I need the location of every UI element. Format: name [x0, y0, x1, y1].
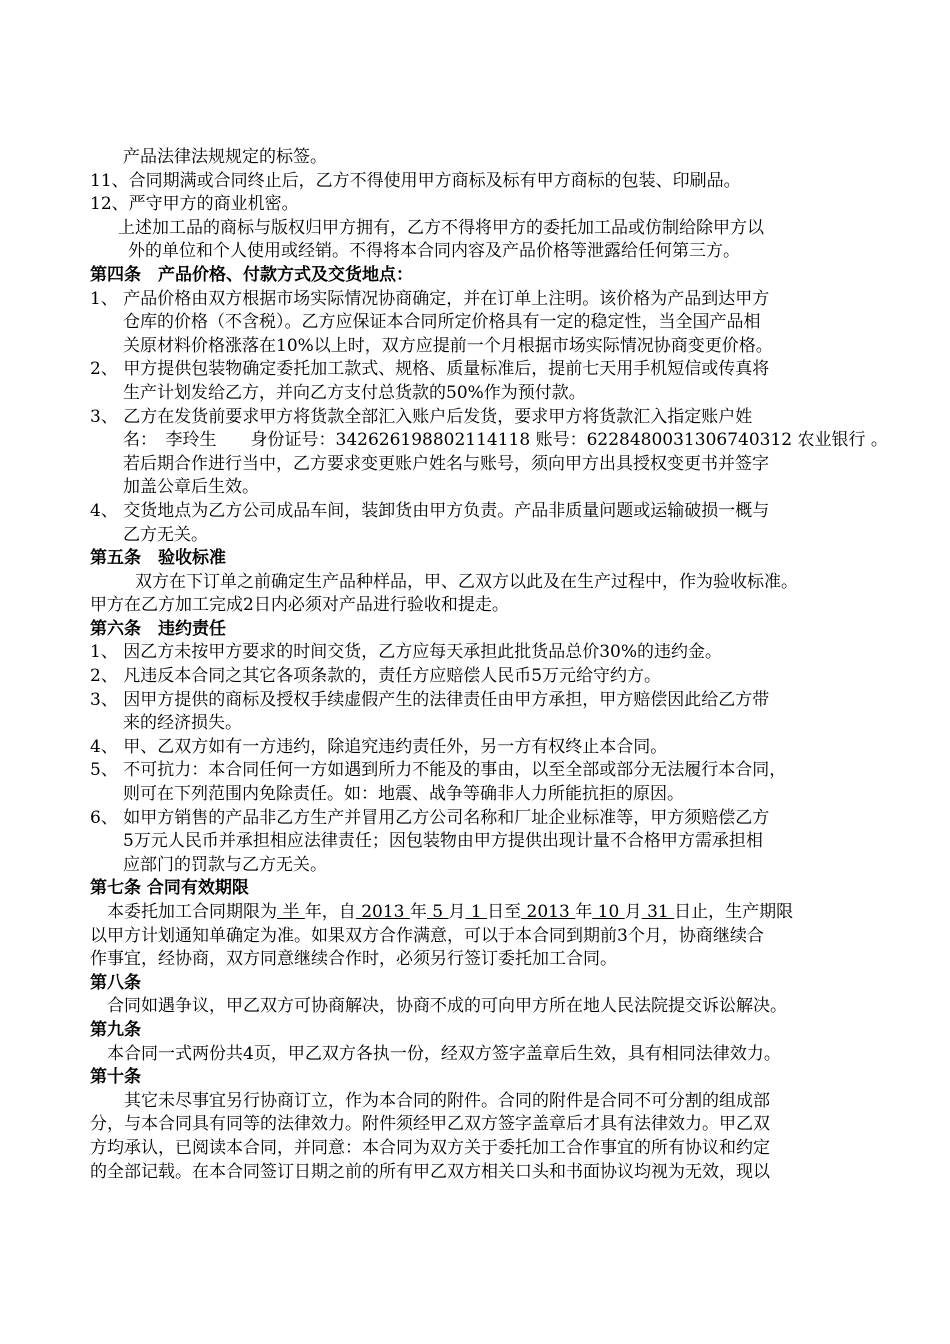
text-line: 加盖公章后生效。 — [123, 477, 259, 498]
text-line: 4、 交货地点为乙方公司成品车间，装卸货由甲方负责。产品非质量问题或运输破损一概与 — [90, 500, 770, 521]
text-line: 本合同一式两份共4页，甲乙双方各执一份，经双方签字盖章后生效，具有相同法律效力。 — [90, 1043, 781, 1064]
text-line: 方均承认，已阅读本合同，并同意：本合同为双方关于委托加工合作事宜的所有协议和约定 — [90, 1137, 770, 1158]
text-line: 2、 凡违反本合同之其它各项条款的，责任方应赔偿人民币5万元给守约方。 — [90, 666, 662, 687]
term-period: 半 — [277, 902, 305, 922]
term-text: 年，自 — [304, 902, 356, 922]
text-line: 2、 甲方提供包装物确定委托加工款式、规格、质量标准后，提前七天用手机短信或传真将 — [90, 359, 770, 380]
text-line: 3、 因甲方提供的商标及授权手续虚假产生的法律责任由甲方承担，甲方赔偿因此给乙方带 — [90, 689, 770, 710]
section-heading: 第四条 产品价格、付款方式及交货地点： — [90, 264, 413, 285]
text-line: 5、 不可抗力：本合同任何一方如遇到所力不能及的事由，以至全部或部分无法履行本合同， — [90, 760, 787, 781]
section-heading: 第八条 — [90, 972, 141, 993]
text-line: 3、 乙方在发货前要求甲方将货款全部汇入账户后发货，要求甲方将货款汇入指定账户姓 — [90, 406, 753, 427]
text-line: 其它未尽事宜另行协商订立，作为本合同的附件。合同的附件是合同不可分割的组成部 — [90, 1090, 770, 1111]
text-line: 4、 甲、乙双方如有一方违约，除追究违约责任外，另一方有权终止本合同。 — [90, 736, 668, 757]
section-heading: 第十条 — [90, 1067, 141, 1088]
section-heading: 第七条 合同有效期限 — [90, 878, 249, 899]
text-line: 作事宜，经协商，双方同意继续合作时，必须另行签订委托加工合同。 — [90, 949, 617, 970]
term-text: 月 — [624, 902, 642, 922]
text-line: 来的经济损失。 — [123, 713, 242, 734]
term-text: 月 — [448, 902, 466, 922]
text-line: 1、 产品价格由双方根据市场实际情况协商确定，并在订单上注明。该价格为产品到达甲方 — [90, 288, 770, 309]
text-line: 12、严守甲方的商业机密。 — [90, 194, 299, 215]
term-end-month: 10 — [592, 902, 625, 922]
text-line: 甲方在乙方加工完成2日内必须对产品进行验收和提走。 — [90, 595, 509, 616]
text-line: 应部门的罚款与乙方无关。 — [123, 854, 327, 875]
text-line: 外的单位和个人使用或经销。不得将本合同内容及产品价格等泄露给任何第三方。 — [128, 241, 740, 262]
text-line: 产品法律法规规定的标签。 — [123, 147, 327, 167]
term-text: 日止，生产期限 — [674, 902, 794, 922]
contract-page — [90, 146, 888, 1184]
text-line: 生产计划发给乙方，并向乙方支付总货款的50%作为预付款。 — [123, 382, 586, 403]
term-start-month: 5 — [426, 902, 449, 922]
term-end-year: 2013 — [521, 902, 576, 922]
term-end-day: 31 — [641, 902, 675, 922]
text-line: 名： 李玲生 身份证号：342626198802114118 账号：6228480031306740312 农业银行 。 — [123, 430, 888, 451]
text-line: 则可在下列范围内免除责任。如：地震、战争等确非人力所能抗拒的原因。 — [123, 784, 684, 805]
text-line: 上述加工品的商标与版权归甲方拥有，乙方不得将甲方的委托加工品或仿制给除甲方以 — [118, 217, 764, 238]
text-line: 若后期合作进行当中，乙方要求变更账户姓名与账号，须向甲方出具授权变更书并签字 — [123, 453, 769, 474]
section-heading: 第五条 验收标准 — [90, 548, 226, 569]
section-heading: 第六条 违约责任 — [90, 618, 226, 639]
text-line: 双方在下订单之前确定生产品种样品，甲、乙双方以此及在生产过程中，作为验收标准。 — [118, 571, 798, 592]
term-text: 本委托加工合同期限为 — [90, 902, 277, 922]
text-line: 以甲方计划通知单确定为准。如果双方合作满意，可以于本合同到期前3个月，协商继续合 — [90, 925, 764, 946]
term-start-year: 2013 — [355, 902, 410, 922]
term-text: 年 — [409, 902, 427, 922]
text-line: 关原材料价格涨落在10%以上时，双方应提前一个月根据市场实际情况协商变更价格。 — [123, 335, 773, 356]
text-line: 仓库的价格（不含税）。乙方应保证本合同所定价格具有一定的稳定性，当全国产品相 — [123, 312, 761, 333]
text-line: 分，与本合同具有同等的法律效力。附件须经甲乙双方签字盖章后才具有法律效力。甲乙双 — [90, 1114, 770, 1135]
contract-term-line — [90, 901, 870, 925]
section-heading: 第九条 — [90, 1019, 141, 1040]
term-text: 年 — [575, 902, 593, 922]
text-line: 合同如遇争议，甲乙双方可协商解决，协商不成的可向甲方所在地人民法院提交诉讼解决。 — [90, 996, 787, 1017]
text-line: 6、 如甲方销售的产品非乙方生产并冒用乙方公司名称和厂址企业标准等，甲方须赔偿乙方 — [90, 807, 770, 828]
term-text: 日至 — [487, 902, 522, 922]
text-line: 1、 因乙方未按甲方要求的时间交货，乙方应每天承担此批货品总价30%的违约金。 — [90, 642, 723, 663]
text-line: 5万元人民币并承担相应法律责任；因包装物由甲方提供出现计量不合格甲方需承担相 — [123, 831, 763, 852]
text-line: 11、合同期满或合同终止后，乙方不得使用甲方商标及标有甲方商标的包装、印刷品。 — [90, 170, 741, 191]
text-line: 乙方无关。 — [123, 524, 208, 545]
term-start-day: 1 — [465, 902, 488, 922]
text-line: 的全部记载。在本合同签订日期之前的所有甲乙双方相关口头和书面协议均视为无效，现以 — [90, 1161, 770, 1182]
